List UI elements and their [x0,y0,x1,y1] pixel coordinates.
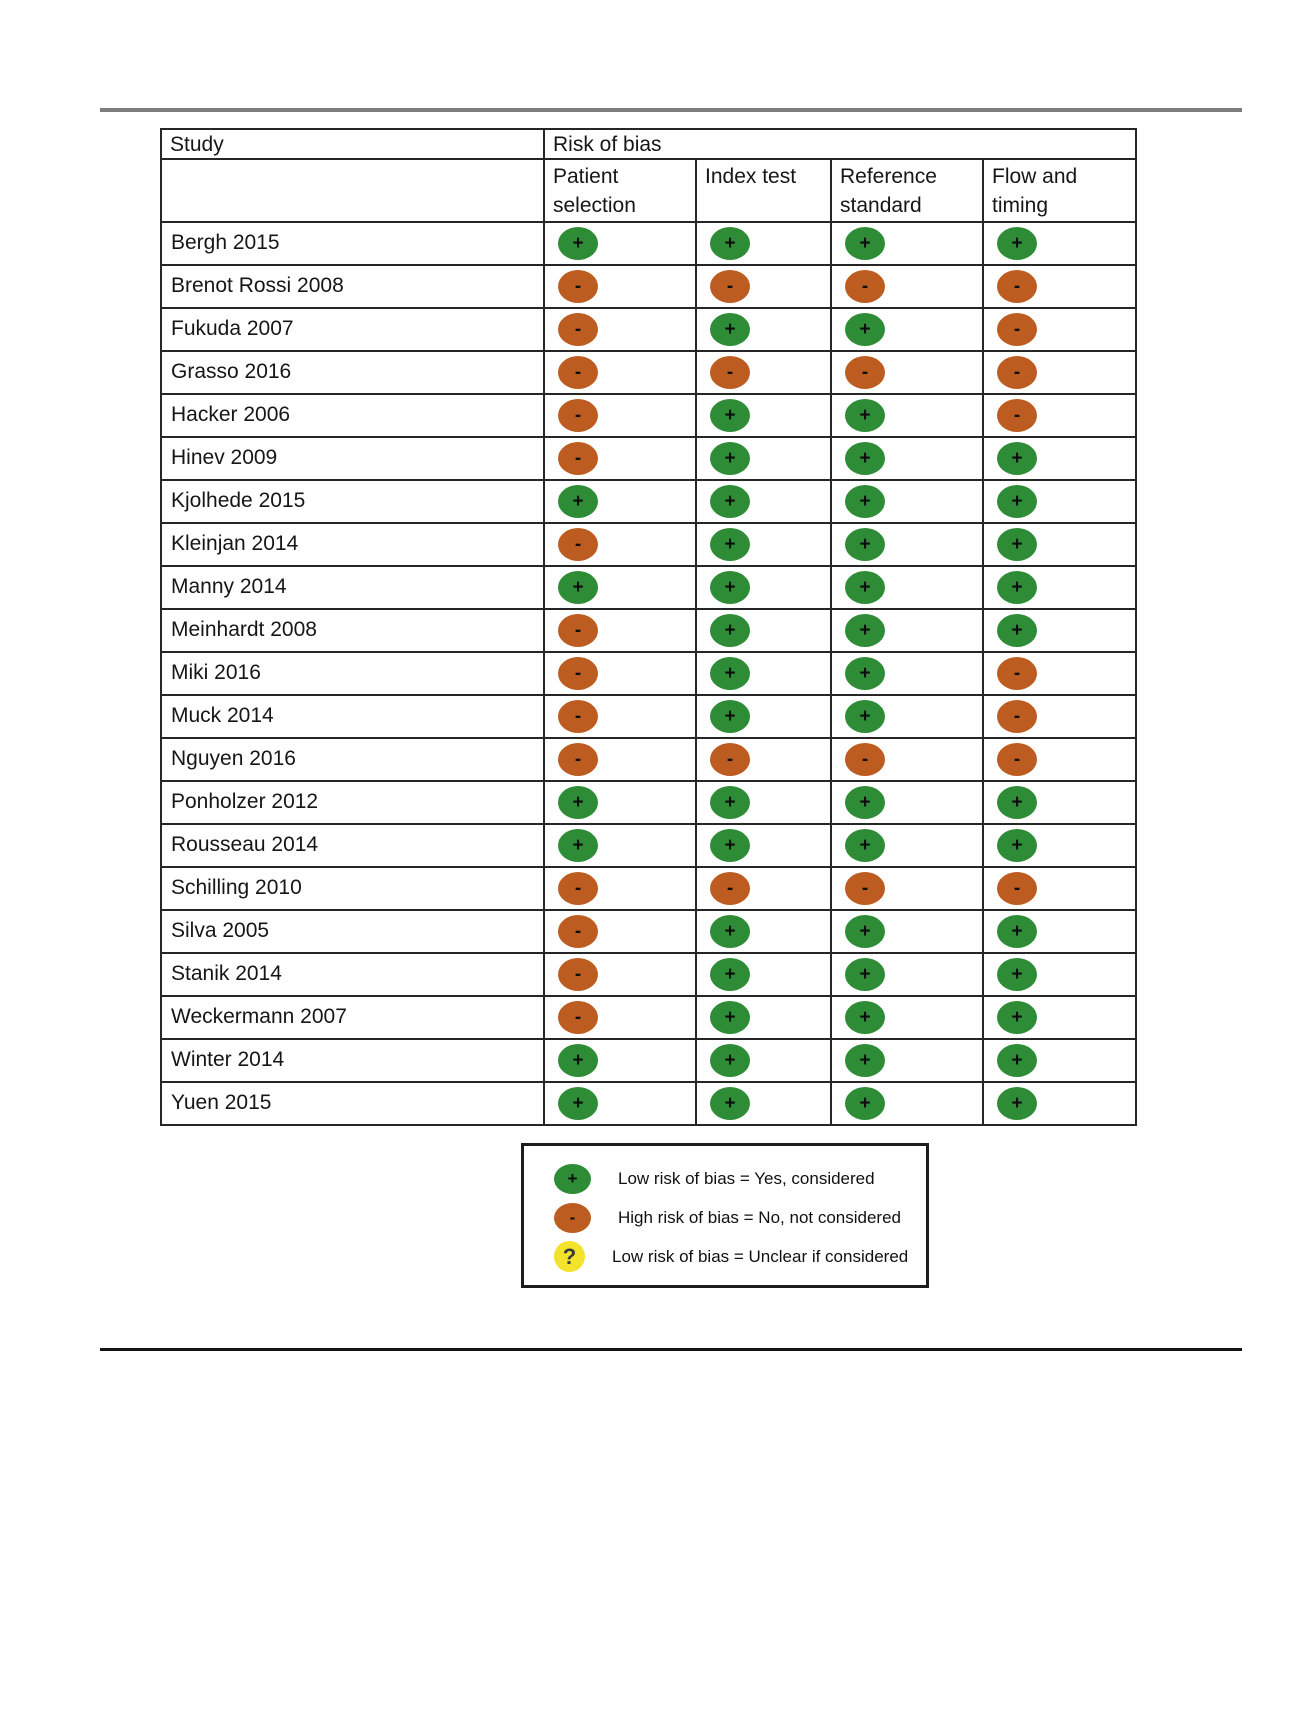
high-risk-icon: - [710,743,750,776]
high-risk-icon: - [997,743,1037,776]
table-row-winter-2014 [161,1039,1136,1082]
legend-label-unclear: Low risk of bias = Unclear if considered [612,1246,909,1266]
legend-item-high [554,1198,926,1237]
rating-cell-flow-and-timing [983,1082,1136,1125]
low-risk-icon: + [710,700,750,733]
study-name-cell: Grasso 2016 [161,351,544,394]
rating-cell-patient-selection [544,437,696,480]
rating-cell-reference-standard [831,222,983,265]
study-name-cell: Nguyen 2016 [161,738,544,781]
rating-cell-index-test [696,308,831,351]
study-name-cell: Hinev 2009 [161,437,544,480]
unclear-risk-icon: ? [554,1241,585,1272]
low-risk-icon: + [558,786,598,819]
rating-cell-index-test [696,781,831,824]
rating-cell-flow-and-timing [983,265,1136,308]
rating-cell-index-test [696,394,831,437]
low-risk-icon: + [558,1044,598,1077]
rating-cell-index-test [696,523,831,566]
high-risk-icon: - [558,270,598,303]
low-risk-icon: + [710,829,750,862]
high-risk-icon: - [997,399,1037,432]
low-risk-icon: + [845,915,885,948]
low-risk-icon: + [845,399,885,432]
study-name-cell: Schilling 2010 [161,867,544,910]
low-risk-icon: + [710,485,750,518]
table-row-yuen-2015 [161,1082,1136,1125]
high-risk-icon: - [558,1001,598,1034]
high-risk-icon: - [845,743,885,776]
study-name-cell: Winter 2014 [161,1039,544,1082]
low-risk-icon: + [845,442,885,475]
legend-label-low: Low risk of bias = Yes, considered [618,1168,875,1188]
study-name-cell: Muck 2014 [161,695,544,738]
low-risk-icon: + [845,313,885,346]
rating-cell-patient-selection [544,480,696,523]
rating-cell-flow-and-timing [983,437,1136,480]
low-risk-icon: + [710,614,750,647]
low-risk-icon: + [997,1001,1037,1034]
rating-cell-index-test [696,1082,831,1125]
low-risk-icon: + [845,829,885,862]
table-row-stanik-2014 [161,953,1136,996]
high-risk-icon: - [558,313,598,346]
rating-cell-flow-and-timing [983,609,1136,652]
table-row-manny-2014 [161,566,1136,609]
rating-cell-reference-standard [831,824,983,867]
rating-cell-patient-selection [544,996,696,1039]
rating-cell-index-test [696,953,831,996]
rating-cell-flow-and-timing [983,566,1136,609]
rating-cell-patient-selection [544,394,696,437]
legend-box [521,1143,929,1288]
legend-items [554,1159,926,1276]
rating-cell-patient-selection [544,308,696,351]
low-risk-icon: + [997,1087,1037,1120]
rating-cell-flow-and-timing [983,867,1136,910]
table-row-silva-2005 [161,910,1136,953]
rating-cell-index-test [696,824,831,867]
header-row-domains [161,159,1136,222]
rating-cell-reference-standard [831,1082,983,1125]
legend-item-low [554,1159,926,1198]
low-risk-icon: + [710,227,750,260]
study-name-cell: Yuen 2015 [161,1082,544,1125]
rating-cell-index-test [696,695,831,738]
rating-cell-flow-and-timing [983,824,1136,867]
rating-cell-reference-standard [831,523,983,566]
high-risk-icon: - [997,313,1037,346]
rating-cell-flow-and-timing [983,953,1136,996]
low-risk-icon: + [997,227,1037,260]
rating-cell-reference-standard [831,695,983,738]
rating-cell-patient-selection [544,609,696,652]
risk-of-bias-table [160,128,1137,1126]
table-row-weckermann-2007 [161,996,1136,1039]
high-risk-icon: - [558,399,598,432]
table-row-grasso-2016 [161,351,1136,394]
low-risk-icon: + [710,915,750,948]
rating-cell-flow-and-timing [983,910,1136,953]
rating-cell-index-test [696,652,831,695]
header-row-group [161,129,1136,159]
table-row-nguyen-2016 [161,738,1136,781]
rating-cell-index-test [696,265,831,308]
rating-cell-flow-and-timing [983,1039,1136,1082]
high-risk-icon: - [554,1203,591,1233]
table-row-hacker-2006 [161,394,1136,437]
rating-cell-reference-standard [831,351,983,394]
low-risk-icon: + [997,571,1037,604]
rating-cell-reference-standard [831,996,983,1039]
column-header-reference-standard: Reference standard [831,159,983,222]
rating-cell-index-test [696,566,831,609]
low-risk-icon: + [710,313,750,346]
low-risk-icon: + [845,528,885,561]
rating-cell-flow-and-timing [983,652,1136,695]
rating-cell-patient-selection [544,695,696,738]
legend-label-high: High risk of bias = No, not considered [618,1207,902,1227]
low-risk-icon: + [997,442,1037,475]
high-risk-icon: - [558,700,598,733]
rating-cell-reference-standard [831,781,983,824]
rating-cell-patient-selection [544,222,696,265]
study-name-cell: Stanik 2014 [161,953,544,996]
low-risk-icon: + [710,571,750,604]
column-header-index-test: Index test [696,159,831,222]
rating-cell-reference-standard [831,953,983,996]
rating-cell-patient-selection [544,867,696,910]
empty-header-cell [161,159,544,222]
rating-cell-reference-standard [831,265,983,308]
rating-cell-index-test [696,867,831,910]
low-risk-icon: + [845,614,885,647]
rating-cell-patient-selection [544,566,696,609]
study-name-cell: Fukuda 2007 [161,308,544,351]
rating-cell-reference-standard [831,867,983,910]
rating-cell-patient-selection [544,1082,696,1125]
rating-cell-patient-selection [544,351,696,394]
rating-cell-patient-selection [544,781,696,824]
rating-cell-flow-and-timing [983,996,1136,1039]
table-row-bergh-2015 [161,222,1136,265]
high-risk-icon: - [558,743,598,776]
rating-cell-reference-standard [831,308,983,351]
high-risk-icon: - [558,958,598,991]
rating-cell-reference-standard [831,1039,983,1082]
risk-of-bias-group-header: Risk of bias [544,129,1136,159]
high-risk-icon: - [997,872,1037,905]
rating-cell-flow-and-timing [983,695,1136,738]
low-risk-icon: + [997,829,1037,862]
rating-cell-patient-selection [544,265,696,308]
table-row-fukuda-2007 [161,308,1136,351]
rating-cell-patient-selection [544,910,696,953]
low-risk-icon: + [710,1001,750,1034]
rating-cell-index-test [696,996,831,1039]
low-risk-icon: + [845,958,885,991]
low-risk-icon: + [558,829,598,862]
table-row-kleinjan-2014 [161,523,1136,566]
rating-cell-flow-and-timing [983,308,1136,351]
study-name-cell: Brenot Rossi 2008 [161,265,544,308]
rating-cell-index-test [696,910,831,953]
low-risk-icon: + [845,786,885,819]
high-risk-icon: - [710,872,750,905]
high-risk-icon: - [710,270,750,303]
rating-cell-flow-and-timing [983,523,1136,566]
rating-cell-patient-selection [544,652,696,695]
low-risk-icon: + [710,1087,750,1120]
rating-cell-flow-and-timing [983,781,1136,824]
legend-item-unclear [554,1237,926,1276]
rating-cell-patient-selection [544,824,696,867]
high-risk-icon: - [845,872,885,905]
top-rule [100,108,1242,112]
high-risk-icon: - [845,356,885,389]
low-risk-icon: + [710,786,750,819]
high-risk-icon: - [558,614,598,647]
study-name-cell: Hacker 2006 [161,394,544,437]
low-risk-icon: + [845,571,885,604]
low-risk-icon: + [710,657,750,690]
rating-cell-reference-standard [831,738,983,781]
study-name-cell: Ponholzer 2012 [161,781,544,824]
high-risk-icon: - [558,356,598,389]
low-risk-icon: + [710,399,750,432]
low-risk-icon: + [997,915,1037,948]
low-risk-icon: + [558,1087,598,1120]
rating-cell-reference-standard [831,394,983,437]
high-risk-icon: - [558,442,598,475]
table-row-muck-2014 [161,695,1136,738]
rating-cell-flow-and-timing [983,394,1136,437]
rating-cell-patient-selection [544,1039,696,1082]
rating-cell-patient-selection [544,953,696,996]
low-risk-icon: + [845,657,885,690]
high-risk-icon: - [710,356,750,389]
table-row-ponholzer-2012 [161,781,1136,824]
low-risk-icon: + [997,614,1037,647]
study-name-cell: Silva 2005 [161,910,544,953]
low-risk-icon: + [845,1044,885,1077]
bottom-rule [100,1348,1242,1351]
low-risk-icon: + [710,442,750,475]
study-name-cell: Kjolhede 2015 [161,480,544,523]
rating-cell-patient-selection [544,523,696,566]
rating-cell-flow-and-timing [983,738,1136,781]
rating-cell-reference-standard [831,910,983,953]
study-name-cell: Bergh 2015 [161,222,544,265]
high-risk-icon: - [558,915,598,948]
low-risk-icon: + [845,1001,885,1034]
low-risk-icon: + [845,227,885,260]
table-row-kjolhede-2015 [161,480,1136,523]
high-risk-icon: - [997,356,1037,389]
high-risk-icon: - [997,657,1037,690]
rating-cell-flow-and-timing [983,351,1136,394]
low-risk-icon: + [710,958,750,991]
study-name-cell: Rousseau 2014 [161,824,544,867]
rating-cell-index-test [696,351,831,394]
rating-cell-index-test [696,480,831,523]
study-name-cell: Weckermann 2007 [161,996,544,1039]
low-risk-icon: + [997,528,1037,561]
low-risk-icon: + [558,485,598,518]
study-name-cell: Manny 2014 [161,566,544,609]
rating-cell-reference-standard [831,609,983,652]
rating-cell-index-test [696,738,831,781]
rating-cell-index-test [696,437,831,480]
high-risk-icon: - [558,528,598,561]
rating-cell-patient-selection [544,738,696,781]
low-risk-icon: + [710,1044,750,1077]
rating-cell-reference-standard [831,566,983,609]
low-risk-icon: + [997,485,1037,518]
low-risk-icon: + [554,1164,591,1194]
high-risk-icon: - [997,700,1037,733]
rating-cell-index-test [696,1039,831,1082]
table-row-hinev-2009 [161,437,1136,480]
high-risk-icon: - [997,270,1037,303]
rating-cell-flow-and-timing [983,480,1136,523]
low-risk-icon: + [997,786,1037,819]
study-name-cell: Miki 2016 [161,652,544,695]
table-row-miki-2016 [161,652,1136,695]
high-risk-icon: - [845,270,885,303]
high-risk-icon: - [558,872,598,905]
low-risk-icon: + [710,528,750,561]
low-risk-icon: + [997,1044,1037,1077]
rating-cell-reference-standard [831,480,983,523]
low-risk-icon: + [845,700,885,733]
table-row-brenot-rossi-2008 [161,265,1136,308]
rating-cell-reference-standard [831,437,983,480]
low-risk-icon: + [845,1087,885,1120]
rating-cell-index-test [696,609,831,652]
rating-cell-reference-standard [831,652,983,695]
study-name-cell: Meinhardt 2008 [161,609,544,652]
column-header-patient-selection: Patient selection [544,159,696,222]
study-column-header: Study [161,129,544,159]
rating-cell-flow-and-timing [983,222,1136,265]
table-row-meinhardt-2008 [161,609,1136,652]
rating-cell-index-test [696,222,831,265]
column-header-flow-and-timing: Flow and timing [983,159,1136,222]
low-risk-icon: + [558,571,598,604]
table-row-schilling-2010 [161,867,1136,910]
table-row-rousseau-2014 [161,824,1136,867]
low-risk-icon: + [558,227,598,260]
low-risk-icon: + [845,485,885,518]
study-name-cell: Kleinjan 2014 [161,523,544,566]
high-risk-icon: - [558,657,598,690]
low-risk-icon: + [997,958,1037,991]
